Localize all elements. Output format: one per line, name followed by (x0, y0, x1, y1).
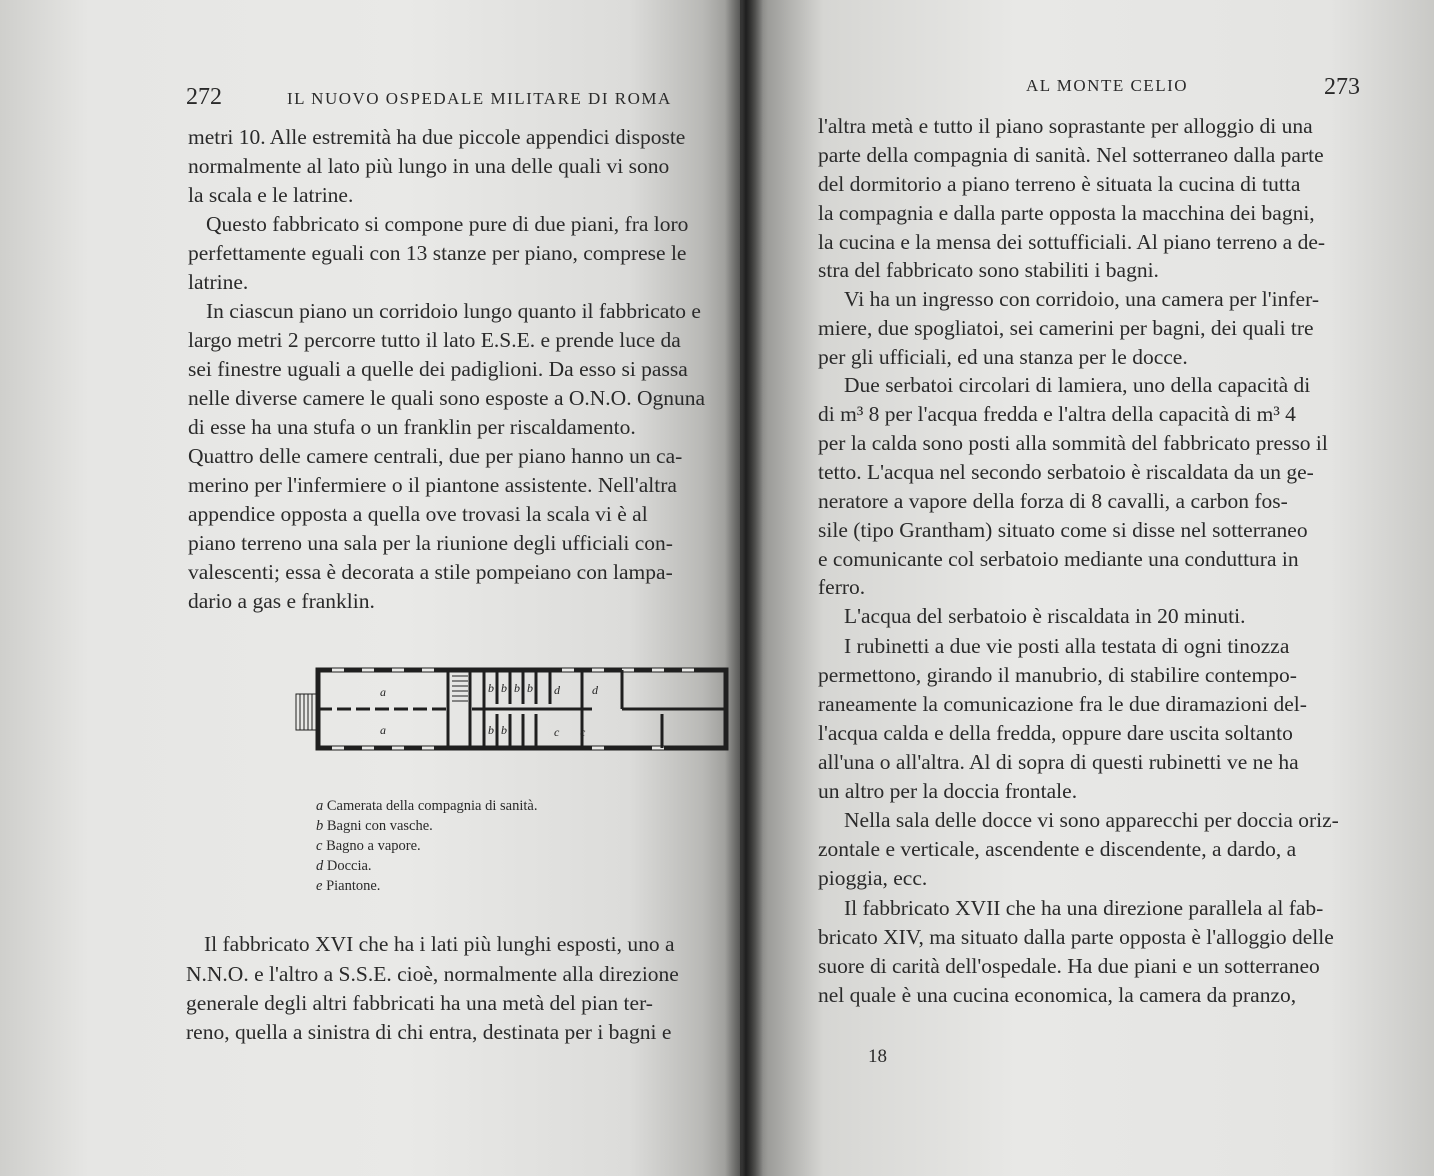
text-line: parte della compagnia di sanità. Nel sotterraneo dalla parte (818, 143, 1324, 167)
text-line: permettono, girando il manubrio, di stabilire contempo- (818, 663, 1297, 687)
legend-item: b Bagni con vasche. (316, 818, 433, 834)
plan-label: b (488, 681, 494, 695)
text-line: dario a gas e franklin. (188, 589, 375, 613)
text-line: all'una o all'altra. Al di sopra di questi rubinetti ve ne ha (818, 750, 1299, 774)
text-line: appendice opposta a quella ove trovasi la scala vi è al (188, 502, 648, 526)
text-line: la scala e le latrine. (188, 183, 354, 207)
right-page (740, 0, 1434, 1176)
plan-label: d (592, 683, 598, 697)
text-line: per la calda sono posti alla sommità del fabbricato presso il (818, 431, 1328, 455)
text-line: Due serbatoi circolari di lamiera, uno della capacità di (844, 373, 1311, 397)
text-line: metri 10. Alle estremità ha due piccole appendici disposte (188, 125, 686, 149)
plan-label: b (514, 681, 520, 695)
text-line: Il fabbricato XVII che ha una direzione parallela al fab- (844, 896, 1324, 920)
legend-item: e Piantone. (316, 878, 381, 894)
text-line: pioggia, ecc. (818, 866, 928, 890)
text-line: N.N.O. e l'altro a S.S.E. cioè, normalmente alla direzione (186, 962, 679, 986)
text-line: Il fabbricato XVI che ha i lati più lunghi esposti, uno a (204, 932, 675, 956)
text-line: suore di carità dell'ospedale. Ha due piani e un sotterraneo (818, 954, 1320, 978)
plan-label: b (527, 681, 533, 695)
signature-mark: 18 (868, 1046, 887, 1067)
text-line: Quattro delle camere centrali, due per piano hanno un ca- (188, 444, 683, 468)
text-line: sei finestre uguali a quelle dei padiglioni. Da esso si passa (188, 357, 688, 381)
plan-label: b (501, 681, 507, 695)
text-line: piano terreno una sala per la riunione degli ufficiali con- (188, 531, 673, 555)
text-line: reno, quella a sinistra di chi entra, destinata per i bagni e (186, 1020, 672, 1044)
plan-label: a (380, 723, 386, 737)
text-line: e comunicante col serbatoio mediante una conduttura in (818, 547, 1299, 571)
text-line: In ciascun piano un corridoio lungo quanto il fabbricato e (206, 299, 701, 323)
text-line: zontale e verticale, ascendente e discendente, a dardo, a (818, 837, 1297, 861)
text-line: generale degli altri fabbricati ha una metà del pian ter- (186, 991, 653, 1015)
legend-item: a Camerata della compagnia di sanità. (316, 798, 538, 814)
text-line: L'acqua del serbatoio è riscaldata in 20 minuti. (844, 604, 1246, 628)
text-line: perfettamente eguali con 13 stanze per piano, comprese le (188, 241, 687, 265)
plan-label: a (380, 685, 386, 699)
text-line: del dormitorio a piano terreno è situata la cucina di tutta (818, 172, 1301, 196)
text-line: neratore a vapore della forza di 8 cavalli, a carbon fos- (818, 489, 1288, 513)
text-line: tetto. L'acqua nel secondo serbatoio è riscaldata da un ge- (818, 460, 1314, 484)
legend-item: d Doccia. (316, 858, 372, 874)
book-gutter (725, 0, 763, 1176)
plan-label: b (501, 723, 507, 737)
text-line: per gli ufficiali, ed una stanza per le docce. (818, 345, 1188, 369)
text-line: bricato XIV, ma situato dalla parte opposta è l'alloggio delle (818, 925, 1334, 949)
text-line: merino per l'infermiere o il piantone assistente. Nell'altra (188, 473, 677, 497)
legend-item: c Bagno a vapore. (316, 838, 421, 854)
text-line: valescenti; essa è decorata a stile pompeiano con lampa- (188, 560, 673, 584)
text-line: la compagnia e dalla parte opposta la macchina dei bagni, (818, 201, 1315, 225)
text-line: Vi ha un ingresso con corridoio, una camera per l'infer- (844, 287, 1319, 311)
text-line: Nella sala delle docce vi sono apparecchi per doccia oriz- (844, 808, 1339, 832)
plan-label: c (554, 725, 560, 739)
floor-plan-figure (292, 664, 732, 754)
text-line: raneamente la comunicazione fra le due diramazioni del- (818, 692, 1307, 716)
text-line: normalmente al lato più lungo in una delle quali vi sono (188, 154, 670, 178)
plan-label: c (580, 725, 586, 739)
text-line: di m³ 8 per l'acqua fredda e l'altra della capacità di m³ 4 (818, 402, 1296, 426)
text-line: un altro per la doccia frontale. (818, 779, 1078, 803)
text-line: latrine. (188, 270, 249, 294)
plan-label: d (554, 683, 560, 697)
plan-staircase (452, 676, 468, 701)
page-number-left: 272 (186, 84, 222, 110)
text-line: nel quale è una cucina economica, la camera da pranzo, (818, 983, 1297, 1007)
text-line: di esse ha una stufa o un franklin per riscaldamento. (188, 415, 636, 439)
text-line: miere, due spogliatoi, sei camerini per bagni, dei quali tre (818, 316, 1314, 340)
running-head-left: IL NUOVO OSPEDALE MILITARE DI ROMA (287, 89, 672, 108)
page-number-right: 273 (1324, 74, 1360, 100)
plan-entrance-steps (296, 694, 318, 730)
text-line: l'altra metà e tutto il piano soprastante per alloggio di una (818, 114, 1313, 138)
text-line: nelle diverse camere le quali sono esposte a O.N.O. Ognuna (188, 386, 706, 410)
text-line: la cucina e la mensa dei sottufficiali. Al piano terreno a de- (818, 230, 1326, 254)
running-head-right: AL MONTE CELIO (1026, 76, 1189, 95)
text-line: Questo fabbricato si compone pure di due piani, fra loro (206, 212, 689, 236)
text-line: ferro. (818, 575, 866, 599)
plan-label: b (488, 723, 494, 737)
text-line: I rubinetti a due vie posti alla testata di ogni tinozza (844, 634, 1290, 658)
text-line: stra del fabbricato sono stabiliti i bagni. (818, 258, 1159, 282)
text-line: l'acqua calda e della fredda, oppure dare uscita soltanto (818, 721, 1293, 745)
text-line: sile (tipo Grantham) situato come si disse nel sotterraneo (818, 518, 1308, 542)
text-line: largo metri 2 percorre tutto il lato E.S.E. e prende luce da (188, 328, 681, 352)
